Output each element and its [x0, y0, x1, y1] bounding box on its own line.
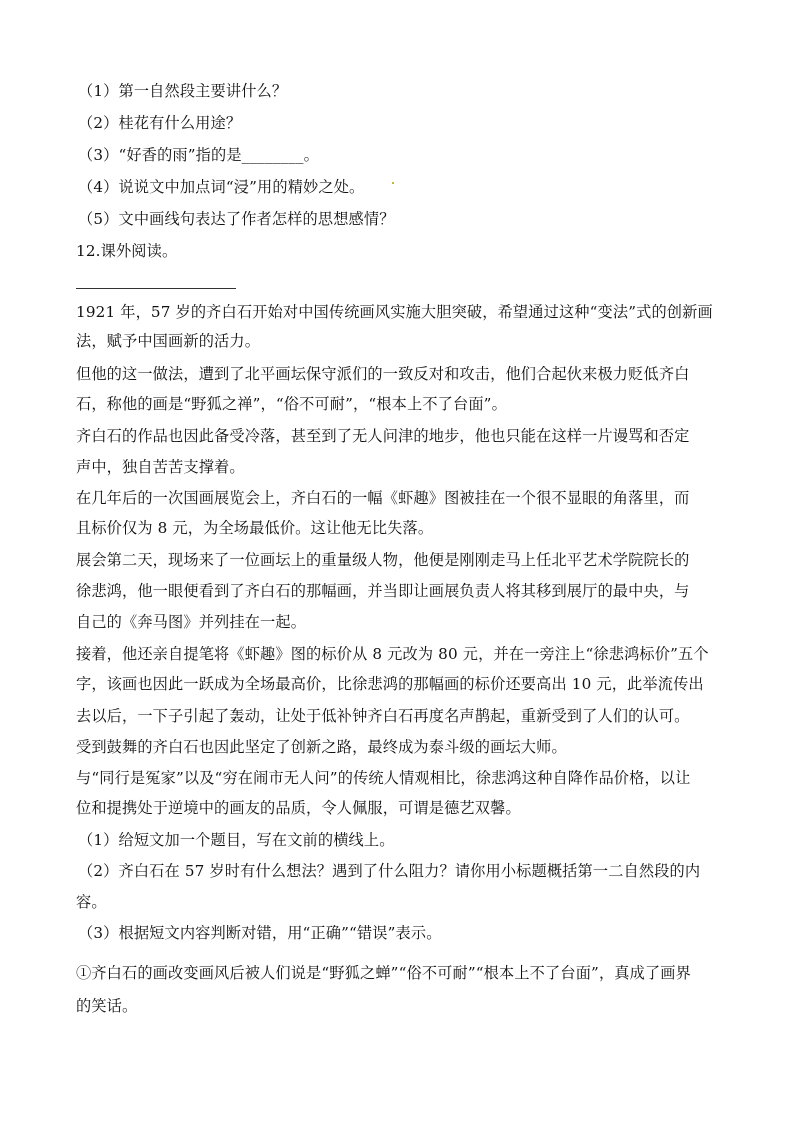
passage-line: 在几年后的一次国画展览会上，齐白石的一幅《虾趣》图被挂在一个很不显眼的角落里，而	[76, 489, 690, 507]
passage-line: 位和提携处于逆境中的画友的品质，令人佩服，可谓是德艺双馨。	[76, 799, 521, 817]
question-5: （5）文中画线句表达了作者怎样的思想感情？	[78, 210, 395, 228]
bottom-question-3: （3）根据短文内容判断对错，用“正确”“错误”表示。	[78, 924, 442, 942]
question-3: （3）“好香的雨”指的是________。	[78, 146, 319, 164]
judgement-item-1: ①齐白石的画改变画风后被人们说是“野狐之蝉”“俗不可耐”“根本上不了台面”，真成了画界	[76, 964, 691, 982]
question-4: （4）说说文中加点词“浸”用的精妙之处。	[78, 178, 365, 196]
bottom-question-2-cont: 容。	[76, 893, 107, 911]
passage-line: 法，赋予中国画新的活力。	[76, 332, 261, 350]
question-2: （2）桂花有什么用途？	[78, 114, 242, 132]
passage-line: 自己的《奔马图》并列挂在一起。	[76, 613, 307, 631]
passage-line: 字，该画也因此一跃成为全场最高价，比徐悲鸿的那幅画的标价还要高出 10 元，此举流传出	[76, 675, 704, 693]
bottom-question-1: （1）给短文加一个题目，写在文前的横线上。	[78, 831, 395, 849]
passage-line: 齐白石的作品也因此备受冷落，甚至到了无人问津的地步，他也只能在这样一片谩骂和否定	[76, 427, 690, 445]
passage-line: 徐悲鸿，他一眼便看到了齐白石的那幅画，并当即让画展负责人将其移到展厅的最中央，与	[76, 582, 690, 600]
stray-dot	[392, 182, 394, 184]
passage-line: 展会第二天，现场来了一位画坛上的重量级人物，他便是刚刚走马上任北平艺术学院院长的	[76, 551, 690, 569]
passage-line: 接着，他还亲自提笔将《虾趣》图的标价从 8 元改为 80 元，并在一旁注上“徐悲鸿标价”五个	[76, 645, 709, 663]
passage-line: 受到鼓舞的齐白石也因此坚定了创新之路，最终成为泰斗级的画坛大师。	[76, 738, 567, 756]
passage-line: 与“同行是冤家”以及“穷在闹市无人问”的传统人情观相比，徐悲鸿这种自降作品价格，以让	[76, 769, 691, 787]
passage-line: 但他的这一做法，遭到了北平画坛保守派们的一致反对和攻击，他们合起伙来极力贬低齐白	[76, 365, 690, 383]
passage-line: 声中，独自苦苦支撑着。	[76, 458, 245, 476]
question-1: （1）第一自然段主要讲什么？	[78, 82, 288, 100]
bottom-question-2: （2）齐白石在 57 岁时有什么想法？遇到了什么阻力？请你用小标题概括第一二自然段的内	[78, 862, 701, 880]
passage-line: 去以后，一下子引起了轰动，让处于低补钟齐白石再度名声鹊起，重新受到了人们的认可。	[76, 707, 690, 725]
passage-line: 且标价仅为 8 元，为全场最低价。这让他无比失落。	[76, 519, 434, 537]
section-heading: 12.课外阅读。	[76, 242, 178, 260]
title-blank-line	[76, 288, 236, 289]
passage-line: 1921 年，57 岁的齐白石开始对中国传统画风实施大胆突破，希望通过这种“变法”式的创新画	[76, 303, 713, 321]
passage-line: 石，称他的画是“野狐之禅”，“俗不可耐”，“根本上不了台面”。	[76, 395, 507, 413]
judgement-item-1-cont: 的笑话。	[76, 997, 138, 1015]
